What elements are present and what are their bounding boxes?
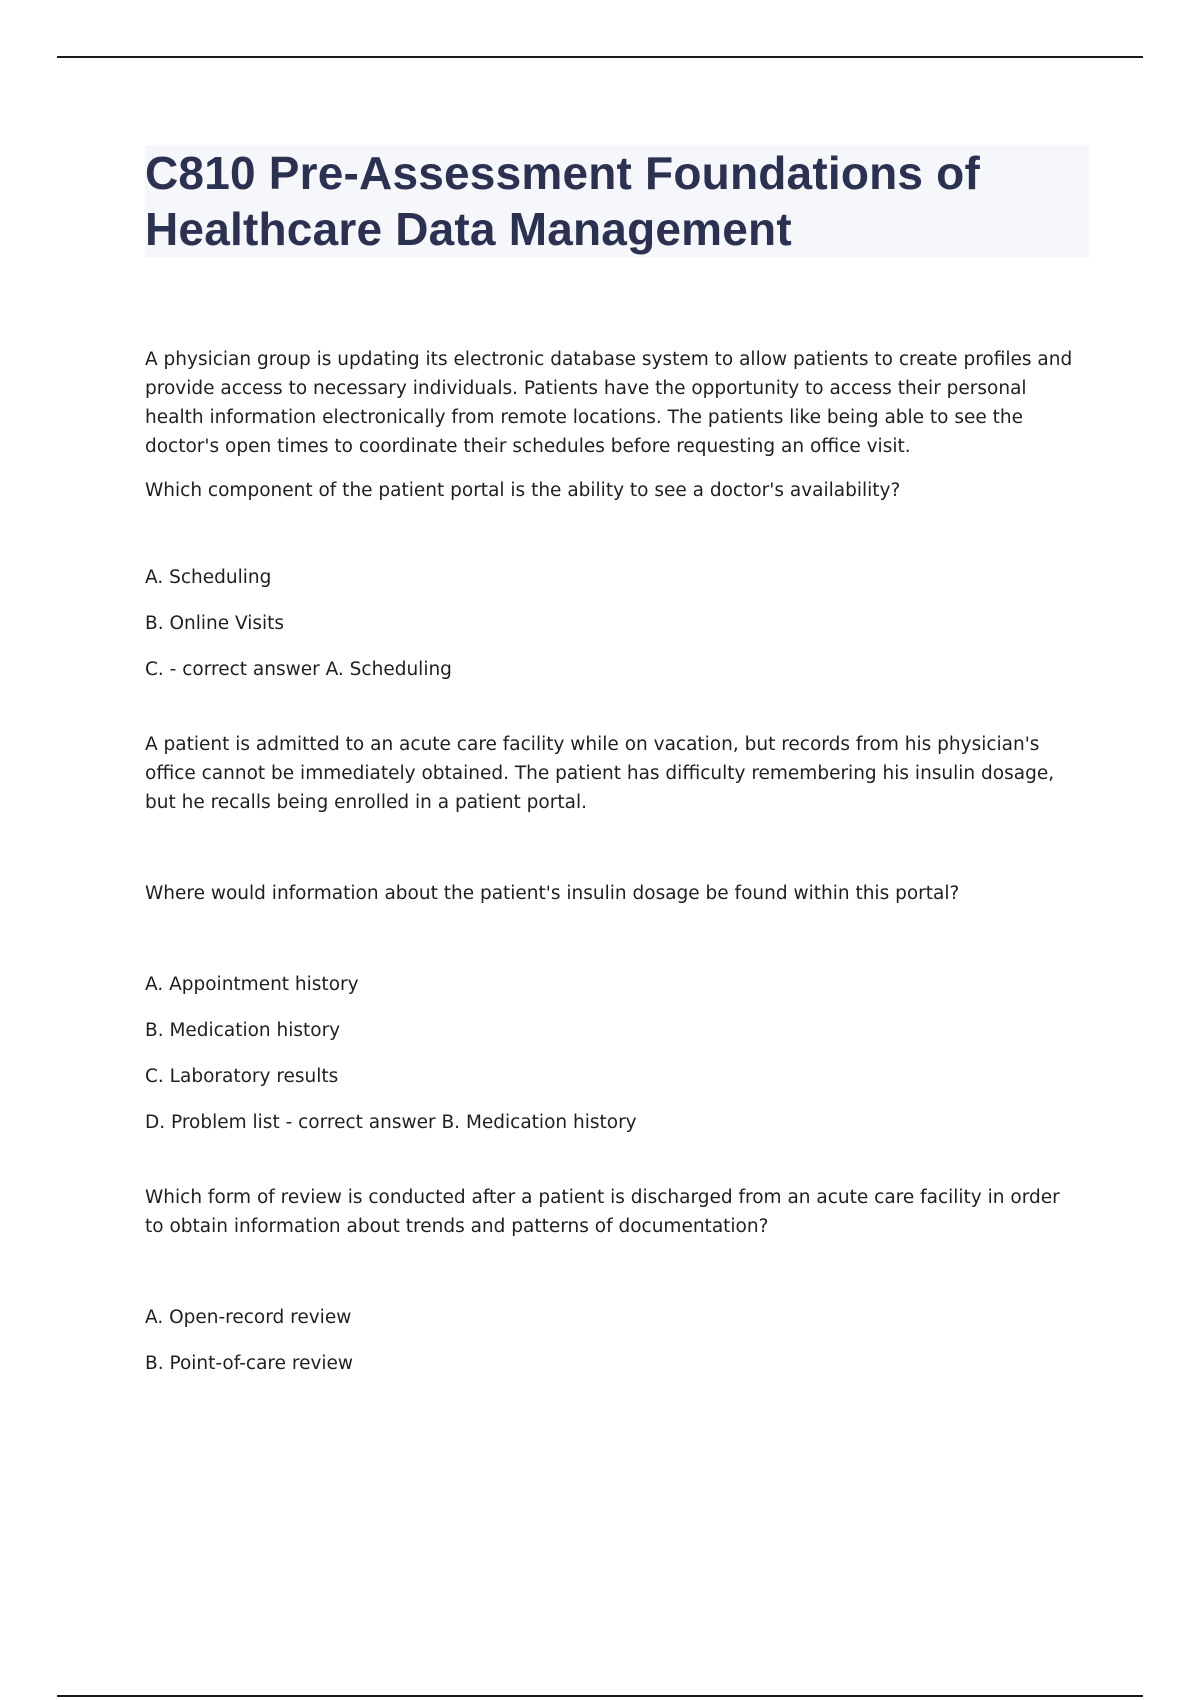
answer-option-with-key: D. Problem list - correct answer B. Medication history — [145, 1112, 637, 1133]
footer-rule — [57, 1695, 1143, 1697]
question-2 — [145, 730, 1075, 1154]
answer-option: A. Open-record review — [145, 1307, 352, 1328]
answer-option: A. Scheduling — [145, 567, 272, 588]
answer-option: B. Online Visits — [145, 613, 285, 634]
title-line-1: C810 Pre-Assessment Foundations of — [145, 147, 981, 199]
answer-option: C. Laboratory results — [145, 1066, 339, 1087]
title-block — [145, 145, 1089, 257]
question-1 — [145, 345, 1075, 701]
answer-option: A. Appointment history — [145, 974, 359, 995]
question-3 — [145, 1183, 1075, 1395]
answer-option-with-key: C. - correct answer A. Scheduling — [145, 659, 452, 680]
answer-option: B. Point-of-care review — [145, 1353, 354, 1374]
answer-option: B. Medication history — [145, 1020, 341, 1041]
question-prompt: Which component of the patient portal is the ability to see a doctor's availability? — [145, 480, 901, 501]
document-title — [145, 145, 1089, 257]
document-body — [145, 345, 1075, 1395]
question-scenario: Which form of review is conducted after a patient is discharged from an acute care facility in order to obtain information about trends and patterns of documentation? — [145, 1187, 1060, 1237]
question-scenario: A patient is admitted to an acute care facility while on vacation, but records from his physician's office cannot be immediately obtained. The patient has difficulty remembering his insulin dosage, but he recalls being enrolled in a patient portal. — [145, 734, 1055, 813]
header-rule — [57, 56, 1143, 58]
title-line-2: Healthcare Data Management — [145, 203, 792, 255]
question-scenario: A physician group is updating its electronic database system to allow patients to create profiles and provide access to necessary individuals. Patients have the opportunity to access their personal health information electronically from remote locations. The patients like being able to see the doctor's open times to coordinate their schedules before requesting an office visit. — [145, 349, 1073, 457]
question-prompt: Where would information about the patient's insulin dosage be found within this portal? — [145, 883, 960, 904]
